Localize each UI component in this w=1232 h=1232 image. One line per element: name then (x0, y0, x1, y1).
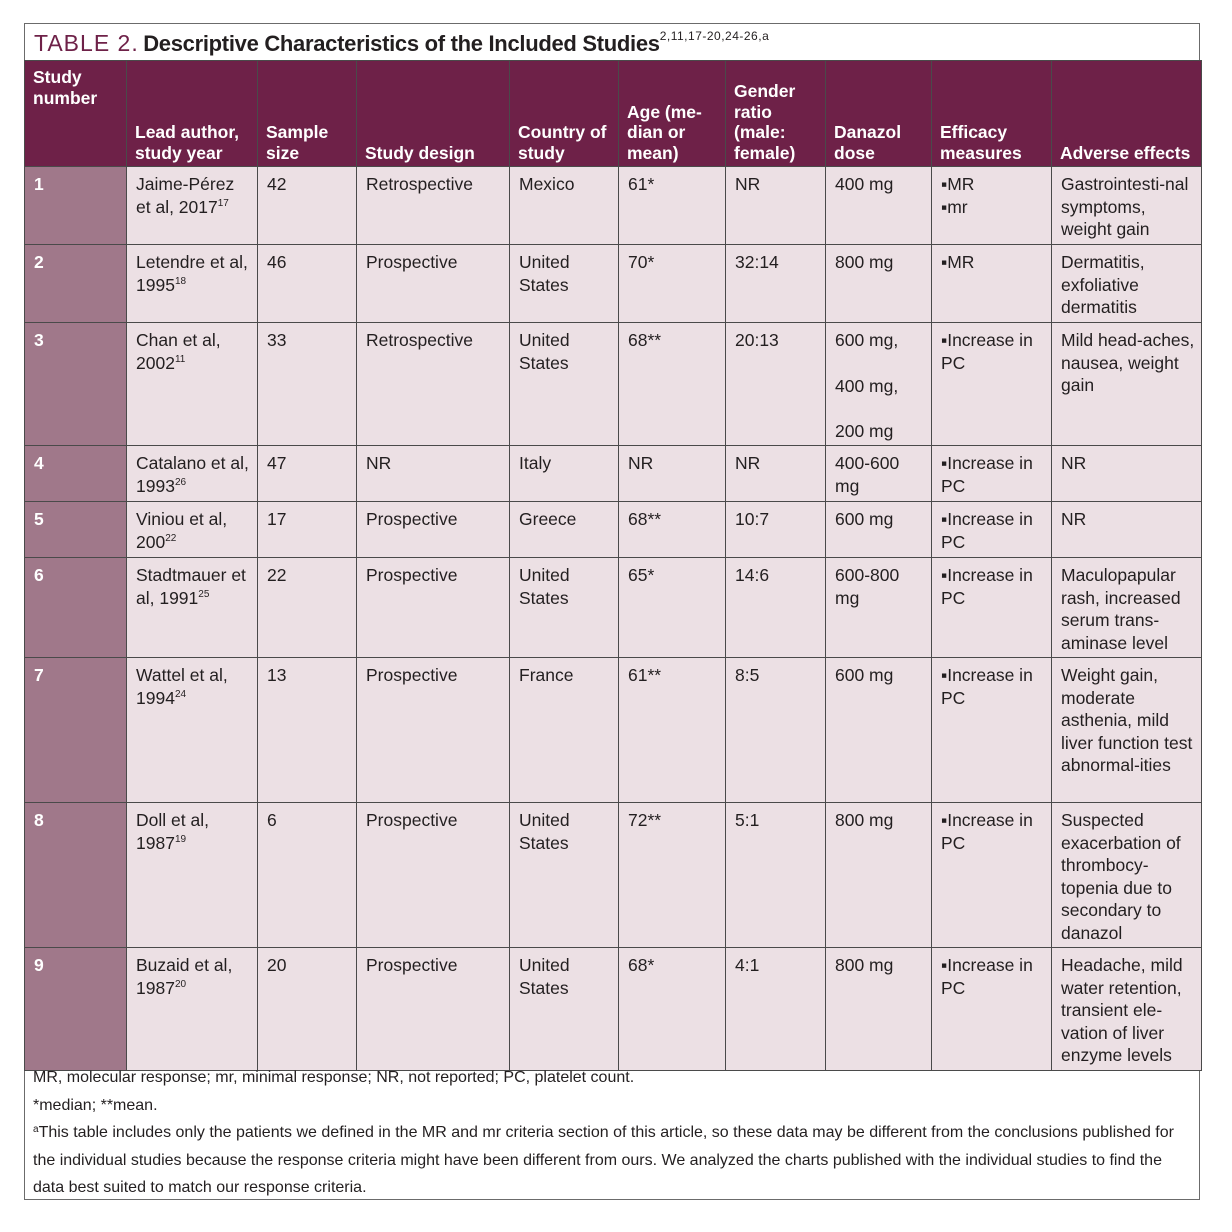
cell-efficacy-measures (932, 167, 1052, 245)
header-row (25, 61, 1202, 167)
cell-gender-ratio: 4:1 (726, 948, 826, 1071)
cell-efficacy-measures (932, 948, 1052, 1071)
cell-study-number: 7 (25, 658, 127, 803)
cell-adverse-effects: Dermatitis, exfoliative dermatitis (1052, 245, 1202, 323)
cell-lead-author (127, 502, 258, 558)
col-header: Gender ratio (male: female) (726, 61, 826, 167)
table-row (25, 948, 1202, 1071)
author-reference: 24 (174, 688, 187, 700)
cell-study-design: Prospective (357, 245, 510, 323)
table-frame (24, 23, 1200, 1200)
author-text: Wattel et al, 1994 (136, 665, 228, 708)
cell-sample-size: 42 (258, 167, 357, 245)
author-text: Jaime-Pérez et al, 2017 (136, 174, 235, 217)
cell-study-number: 3 (25, 323, 127, 446)
cell-country: France (510, 658, 619, 803)
cell-sample-size: 47 (258, 446, 357, 502)
dose-value: 400 mg, (835, 375, 899, 396)
cell-gender-ratio: NR (726, 167, 826, 245)
author-reference: 25 (198, 588, 210, 600)
footnote-stats: *median; **mean. (33, 1096, 158, 1114)
cell-country: United States (510, 323, 619, 446)
cell-adverse-effects: NR (1052, 502, 1202, 558)
cell-lead-author (127, 658, 258, 803)
efficacy-item: ▪Increase in PC (941, 565, 1033, 608)
dose-value: 600 mg (835, 509, 894, 529)
cell-study-design: Retrospective (357, 323, 510, 446)
table-row (25, 167, 1202, 245)
cell-study-number: 8 (25, 803, 127, 948)
col-header: Adverse effects (1052, 61, 1202, 167)
col-header: Sample size (258, 61, 357, 167)
cell-age: 68** (619, 502, 726, 558)
cell-danazol-dose (826, 167, 932, 245)
cell-gender-ratio: 14:6 (726, 558, 826, 658)
cell-sample-size: 20 (258, 948, 357, 1071)
cell-adverse-effects: Weight gain, moderate asthenia, mild liver function test abnormal-ities (1052, 658, 1202, 803)
col-header: Lead author, study year (127, 61, 258, 167)
cell-study-number: 6 (25, 558, 127, 658)
cell-study-design: Prospective (357, 803, 510, 948)
cell-danazol-dose (826, 948, 932, 1071)
cell-country: United States (510, 948, 619, 1071)
cell-age: 72** (619, 803, 726, 948)
cell-efficacy-measures (932, 245, 1052, 323)
table-label: TABLE 2. (34, 30, 139, 56)
cell-lead-author (127, 245, 258, 323)
col-header: Danazol dose (826, 61, 932, 167)
cell-study-number: 2 (25, 245, 127, 323)
cell-adverse-effects: Suspected exacerbation of thrombocy-topenia due to secondary to danazol (1052, 803, 1202, 948)
author-reference: 17 (217, 197, 229, 209)
author-text: Chan et al, 2002 (136, 330, 221, 373)
table-row (25, 803, 1202, 948)
cell-adverse-effects: Headache, mild water retention, transient ele-vation of liver enzyme levels (1052, 948, 1202, 1071)
footnote-note-text: This table includes only the patients we defined in the MR and mr criteria section of this article, so these data may be different from the conclusions published for the individual studies because the response criteria might have been different from ours. We analyzed the charts published with the individual studies to find the data best suited to match our response criteria. (33, 1124, 1174, 1196)
cell-lead-author (127, 948, 258, 1071)
cell-adverse-effects: Mild head-aches, nausea, weight gain (1052, 323, 1202, 446)
efficacy-item: ▪Increase in PC (941, 509, 1033, 552)
cell-gender-ratio: 10:7 (726, 502, 826, 558)
col-header: Country of study (510, 61, 619, 167)
cell-age: 61** (619, 658, 726, 803)
author-reference: 19 (174, 833, 187, 845)
cell-country: United States (510, 803, 619, 948)
table-title (25, 24, 1199, 61)
cell-age: 68** (619, 323, 726, 446)
table-row (25, 245, 1202, 323)
cell-efficacy-measures (932, 502, 1052, 558)
efficacy-item: ▪Increase in PC (941, 665, 1033, 708)
efficacy-item: ▪Increase in PC (941, 810, 1033, 853)
col-header: Age (me-dian or mean) (619, 61, 726, 167)
cell-country: Mexico (510, 167, 619, 245)
author-reference: 22 (165, 532, 177, 544)
cell-efficacy-measures (932, 803, 1052, 948)
dose-value: 200 mg (835, 421, 894, 441)
cell-lead-author (127, 446, 258, 502)
dose-value: 800 mg (835, 810, 894, 830)
table-row (25, 446, 1202, 502)
cell-study-number: 1 (25, 167, 127, 245)
footnote-mark: a (33, 1124, 39, 1135)
cell-efficacy-measures (932, 323, 1052, 446)
dose-value: 800 mg (835, 955, 894, 975)
table-row (25, 558, 1202, 658)
cell-sample-size: 17 (258, 502, 357, 558)
cell-danazol-dose (826, 446, 932, 502)
cell-sample-size: 33 (258, 323, 357, 446)
cell-study-number: 4 (25, 446, 127, 502)
cell-gender-ratio: 8:5 (726, 658, 826, 803)
cell-danazol-dose (826, 803, 932, 948)
cell-efficacy-measures (932, 658, 1052, 803)
cell-gender-ratio: 32:14 (726, 245, 826, 323)
cell-sample-size: 13 (258, 658, 357, 803)
author-text: Catalano et al, 1993 (136, 453, 249, 496)
cell-gender-ratio: 5:1 (726, 803, 826, 948)
cell-lead-author (127, 558, 258, 658)
cell-age: 70* (619, 245, 726, 323)
cell-adverse-effects: Gastrointesti-nal symptoms, weight gain (1052, 167, 1202, 245)
col-header: Efficacy measures (932, 61, 1052, 167)
footnotes (33, 1064, 1183, 1202)
efficacy-item: ▪mr (941, 196, 968, 217)
cell-danazol-dose (826, 658, 932, 803)
cell-lead-author (127, 323, 258, 446)
cell-efficacy-measures (932, 558, 1052, 658)
studies-table (24, 60, 1202, 1071)
dose-value: 600-800 mg (835, 565, 900, 608)
efficacy-item: ▪Increase in PC (941, 955, 1033, 998)
cell-country: Greece (510, 502, 619, 558)
title-references: 2,11,17-20,24-26,a (659, 29, 770, 43)
author-text: Doll et al, 1987 (136, 810, 209, 853)
dose-value: 400 mg (835, 174, 894, 194)
footnote-note (33, 1119, 1183, 1202)
author-text: Letendre et al, 1995 (136, 252, 248, 295)
cell-lead-author (127, 167, 258, 245)
efficacy-item: ▪Increase in PC (941, 330, 1033, 373)
table-row (25, 502, 1202, 558)
table-row (25, 323, 1202, 446)
cell-study-design: NR (357, 446, 510, 502)
efficacy-item: ▪MR (941, 174, 975, 194)
footnote-abbreviations: MR, molecular response; mr, minimal response; NR, not reported; PC, platelet count. (33, 1069, 635, 1086)
cell-sample-size: 22 (258, 558, 357, 658)
cell-danazol-dose (826, 323, 932, 446)
cell-danazol-dose (826, 502, 932, 558)
cell-study-number: 9 (25, 948, 127, 1071)
cell-gender-ratio: 20:13 (726, 323, 826, 446)
author-reference: 26 (174, 476, 187, 488)
cell-lead-author (127, 803, 258, 948)
dose-value: 600 mg (835, 665, 894, 685)
cell-gender-ratio: NR (726, 446, 826, 502)
cell-sample-size: 46 (258, 245, 357, 323)
cell-study-design: Prospective (357, 558, 510, 658)
col-header: Study design (357, 61, 510, 167)
cell-adverse-effects: Maculopapular rash, increased serum trans-aminase level (1052, 558, 1202, 658)
cell-sample-size: 6 (258, 803, 357, 948)
cell-danazol-dose (826, 558, 932, 658)
cell-age: 65* (619, 558, 726, 658)
author-reference: 18 (174, 275, 187, 287)
author-reference: 11 (174, 353, 186, 365)
cell-country: United States (510, 245, 619, 323)
cell-study-number: 5 (25, 502, 127, 558)
cell-study-design: Prospective (357, 658, 510, 803)
author-text: Buzaid et al, 1987 (136, 955, 233, 998)
cell-adverse-effects: NR (1052, 446, 1202, 502)
dose-value: 800 mg (835, 252, 894, 272)
cell-efficacy-measures (932, 446, 1052, 502)
cell-age: NR (619, 446, 726, 502)
table-row (25, 658, 1202, 803)
dose-value: 600 mg, (835, 330, 899, 350)
dose-value: 400-600 mg (835, 453, 900, 496)
table-body (25, 167, 1202, 1071)
author-reference: 20 (174, 978, 187, 990)
cell-age: 68* (619, 948, 726, 1071)
cell-danazol-dose (826, 245, 932, 323)
col-header: Study number (25, 61, 127, 167)
cell-study-design: Retrospective (357, 167, 510, 245)
cell-country: United States (510, 558, 619, 658)
cell-study-design: Prospective (357, 948, 510, 1071)
cell-country: Italy (510, 446, 619, 502)
cell-study-design: Prospective (357, 502, 510, 558)
cell-age: 61* (619, 167, 726, 245)
table-title-text: Descriptive Characteristics of the Included Studies (143, 31, 660, 56)
efficacy-item: ▪Increase in PC (941, 453, 1033, 496)
author-text: Viniou et al, 200 (136, 509, 228, 552)
efficacy-item: ▪MR (941, 252, 975, 272)
author-text: Stadtmauer et al, 1991 (136, 565, 246, 608)
